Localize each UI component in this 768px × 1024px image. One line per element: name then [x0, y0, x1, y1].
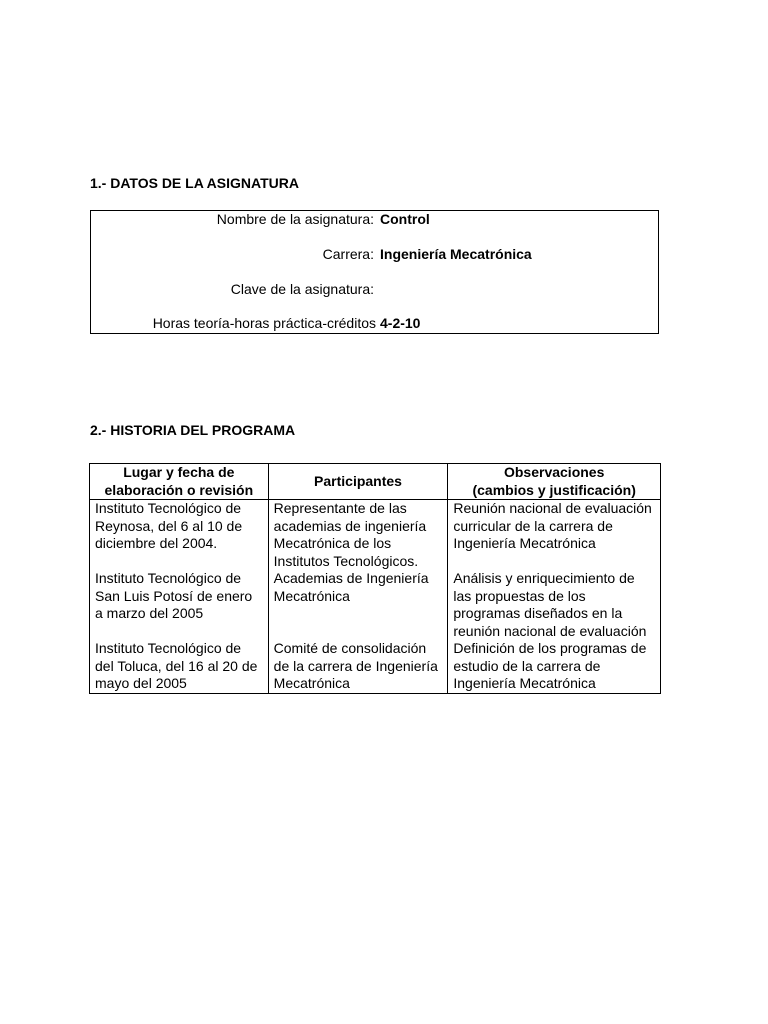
field-horas — [91, 313, 658, 333]
header-participantes — [268, 464, 448, 500]
field-label: Carrera: — [322, 246, 374, 262]
cell-observaciones: Reunión nacional de evaluación curricular de la carrera de Ingeniería Mecatrónica — [448, 500, 661, 571]
section-1-title: 1.- DATOS DE LA ASIGNATURA — [90, 175, 299, 191]
table-row — [90, 640, 661, 693]
header-line: elaboración o revisión — [104, 481, 254, 498]
header-line: (cambios y justificación) — [472, 481, 636, 498]
historia-table — [89, 463, 661, 694]
cell-lugar: Instituto Tecnológico de del Toluca, del 16 al 20 de mayo del 2005 — [90, 640, 269, 693]
section-2-title: 2.- HISTORIA DEL PROGRAMA — [90, 422, 296, 438]
field-value: 4-2-10 — [380, 315, 421, 331]
cell-participantes: Representante de las academias de ingeniería Mecatrónica de los Institutos Tecnológicos. — [268, 500, 448, 571]
field-value: Control — [380, 211, 430, 227]
field-clave — [91, 279, 658, 299]
field-label: Clave de la asignatura: — [230, 281, 374, 297]
field-carrera — [91, 244, 658, 264]
field-nombre — [91, 209, 658, 229]
cell-lugar: Instituto Tecnológico de Reynosa, del 6 al 10 de diciembre del 2004. — [90, 500, 269, 571]
cell-observaciones: Definición de los programas de estudio de la carrera de Ingeniería Mecatrónica — [448, 640, 661, 693]
table-row — [90, 570, 661, 640]
header-line: Observaciones — [503, 464, 605, 480]
table-header-row — [90, 464, 661, 500]
header-lugar — [90, 464, 269, 500]
table-row — [90, 500, 661, 571]
header-line: Lugar y fecha de — [123, 464, 235, 480]
header-line: Participantes — [314, 472, 402, 489]
cell-lugar: Instituto Tecnológico de San Luis Potosí de enero a marzo del 2005 — [90, 570, 269, 640]
field-label: Horas teoría-horas práctica-créditos — [152, 315, 376, 331]
header-observaciones — [448, 464, 661, 500]
field-label: Nombre de la asignatura: — [216, 211, 374, 227]
field-value: Ingeniería Mecatrónica — [380, 246, 532, 262]
datos-asignatura-box — [90, 210, 659, 334]
cell-participantes: Comité de consolidación de la carrera de Ingeniería Mecatrónica — [268, 640, 448, 693]
cell-observaciones: Análisis y enriquecimiento de las propuestas de los programas diseñados en la reunión nacional de evaluación — [448, 570, 661, 640]
cell-participantes: Academias de Ingeniería Mecatrónica — [268, 570, 448, 640]
